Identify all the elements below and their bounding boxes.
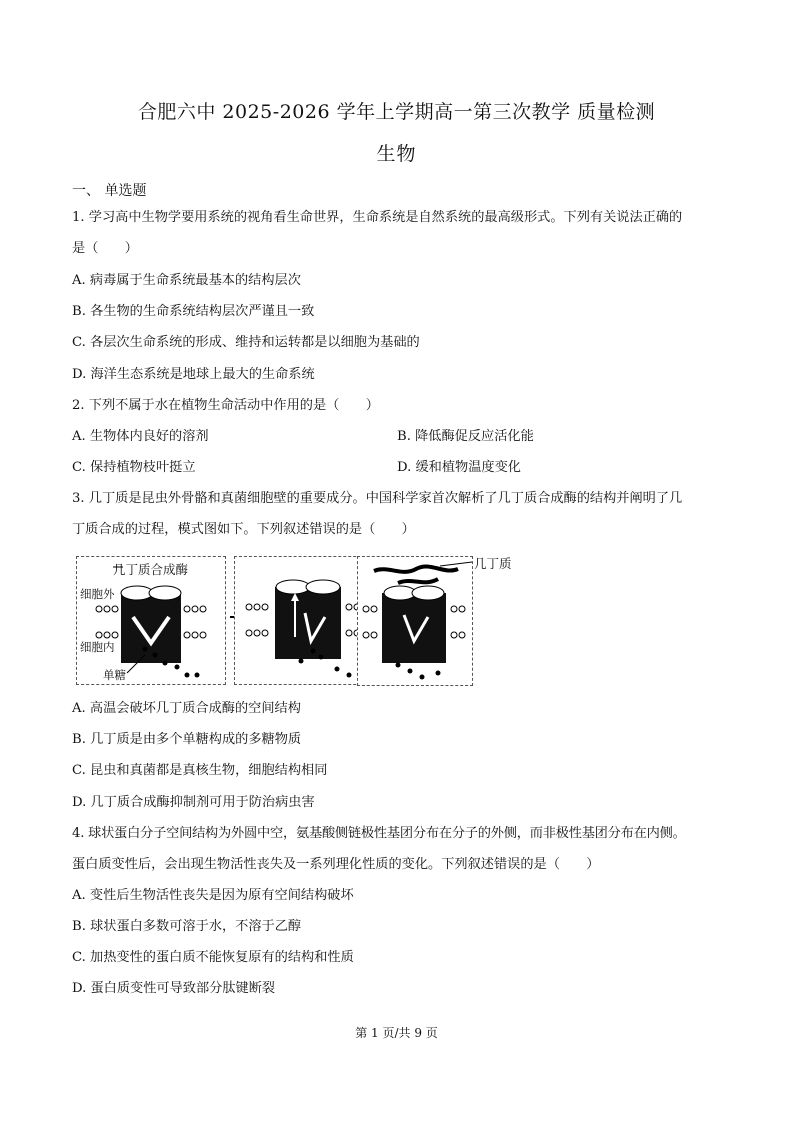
q3-option-d: D. 几丁质合成酶抑制剂可用于防治病虫害	[72, 795, 315, 810]
q1-stem-line1: 1. 学习高中生物学要用系统的视角看生命世界，生命系统是自然系统的最高级形式。下列有关说法正确的	[72, 210, 683, 225]
figure-panel-1	[76, 556, 226, 685]
q2-option-b: B. 降低酶促反应活化能	[397, 429, 534, 444]
enzyme-membrane-diagram-3	[358, 557, 472, 685]
q3-stem-line1: 3. 几丁质是昆虫外骨骼和真菌细胞壁的重要成分。中国科学家首次解析了几丁质合成酶的结构并阐明了几	[72, 491, 683, 506]
q1-stem-line2: 是（ ）	[72, 241, 138, 256]
q4-option-a: A. 变性后生物活性丧失是因为原有空间结构破坏	[72, 888, 354, 903]
q4-stem-line2: 蛋白质变性后，会出现生物活性丧失及一系列理化性质的变化。下列叙述错误的是（ ）	[72, 857, 600, 872]
exam-title: 合肥六中 2025-2026 学年上学期高一第三次教学 质量检测	[137, 101, 656, 123]
q3-stem-line2: 丁质合成的过程，模式图如下。下列叙述错误的是（ ）	[72, 522, 415, 537]
section-title: 一、 单选题	[72, 183, 147, 199]
inside-label: 细胞内	[80, 640, 115, 654]
q4-option-d: D. 蛋白质变性可导致部分肽键断裂	[72, 981, 276, 996]
q4-option-c: C. 加热变性的蛋白质不能恢复原有的结构和性质	[72, 950, 354, 965]
q3-option-c: C. 昆虫和真菌都是真核生物，细胞结构相同	[72, 763, 328, 778]
outside-label: 细胞外	[80, 587, 115, 601]
q2-option-c: C. 保持植物枝叶挺立	[72, 460, 196, 475]
q3-option-b: B. 几丁质是由多个单糖构成的多糖物质	[72, 732, 302, 747]
q4-stem-line1: 4. 球状蛋白分子空间结构为外圆中空，氨基酸侧链极性基团分布在分子的外侧，而非极性基团分布在内侧。	[72, 826, 686, 841]
q2-option-d: D. 缓和植物温度变化	[397, 460, 521, 475]
figure-panel-3	[357, 556, 473, 686]
monomer-label: 单糖	[103, 668, 126, 682]
q1-option-c: C. 各层次生命系统的形成、维持和运转都是以细胞为基础的	[72, 335, 420, 350]
q3-option-a: A. 高温会破坏几丁质合成酶的空间结构	[72, 701, 301, 716]
exam-subject: 生物	[376, 143, 417, 165]
q2-option-a: A. 生物体内良好的溶剂	[72, 429, 209, 444]
q1-option-b: B. 各生物的生命系统结构层次严谨且一致	[72, 304, 315, 319]
label-pointer	[440, 558, 472, 570]
enzyme-label: 几丁质合成酶	[113, 562, 189, 577]
q2-stem-line1: 2. 下列不属于水在植物生命活动中作用的是（ ）	[72, 398, 379, 413]
q4-option-b: B. 球状蛋白多数可溶于水，不溶于乙醇	[72, 919, 302, 934]
enzyme-membrane-diagram-1	[77, 557, 225, 684]
q1-option-d: D. 海洋生态系统是地球上最大的生命系统	[72, 367, 315, 382]
page-footer: 第 1 页/共 9 页	[355, 1026, 438, 1040]
q1-option-a: A. 病毒属于生命系统最基本的结构层次	[72, 273, 301, 288]
product-label: 几丁质	[474, 556, 512, 571]
